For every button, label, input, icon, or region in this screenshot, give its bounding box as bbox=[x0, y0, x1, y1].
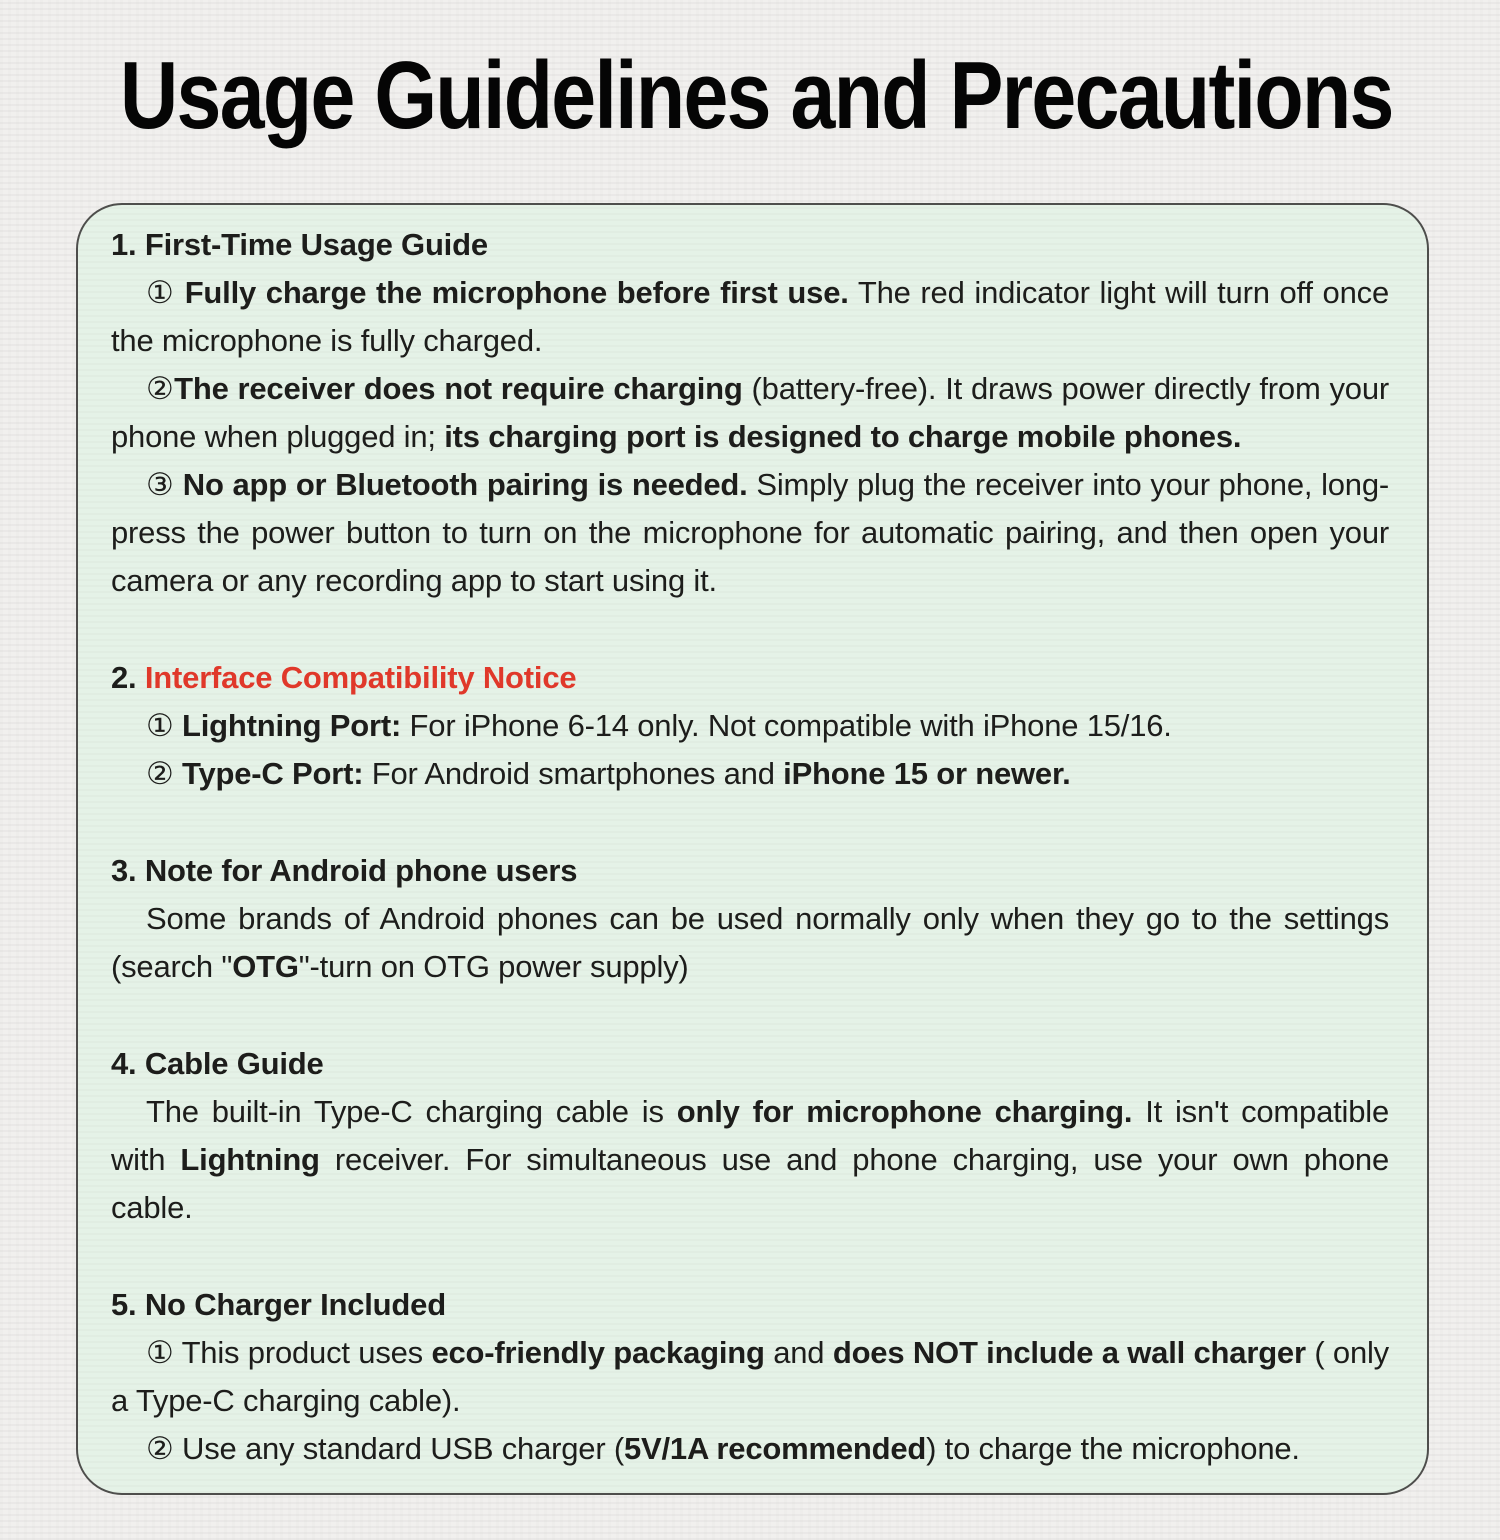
paragraph bbox=[111, 461, 1389, 605]
paragraph bbox=[111, 269, 1389, 365]
text-run: For iPhone 6-14 only. Not compatible with iPhone 15/16. bbox=[401, 708, 1172, 743]
text-run: Simply plug the receiver into your phone, long-press the power button to turn on the microphone for automatic pairing, and then open your camera or any recording app to start using it. bbox=[111, 467, 1389, 598]
paragraph bbox=[111, 1329, 1389, 1425]
text-run: 5V/1A recommended bbox=[624, 1431, 927, 1466]
text-run: iPhone 15 or newer. bbox=[783, 756, 1071, 791]
text-run: ③ bbox=[146, 467, 183, 502]
text-run: Fully charge the microphone before first use. bbox=[184, 275, 849, 310]
text-run: ① bbox=[146, 275, 185, 310]
text-run: The built-in Type-C charging cable is bbox=[146, 1094, 677, 1129]
text-run: 3. Note for Android phone users bbox=[111, 853, 578, 888]
text-run: OTG bbox=[232, 949, 299, 984]
text-run: ) to charge the microphone. bbox=[926, 1431, 1300, 1466]
text-run: ② Use any standard USB charger ( bbox=[146, 1431, 624, 1466]
text-run: Lightning bbox=[180, 1142, 320, 1177]
text-run: its charging port is designed to charge mobile phones. bbox=[444, 419, 1242, 454]
text-run: (battery-free). It draws power directly from your phone when plugged in; bbox=[111, 371, 1389, 454]
section-heading bbox=[111, 1281, 1389, 1329]
text-run: Type-C Port: bbox=[182, 756, 364, 791]
text-run: Some brands of Android phones can be used normally only when they go to the settings (search " bbox=[111, 901, 1389, 984]
text-run: eco-friendly packaging bbox=[431, 1335, 765, 1370]
section-heading bbox=[111, 654, 1389, 702]
text-run: and bbox=[764, 1335, 833, 1370]
section bbox=[111, 654, 1389, 798]
text-run: The receiver does not require charging bbox=[174, 371, 743, 406]
text-run: ② bbox=[146, 371, 175, 406]
section-heading bbox=[111, 847, 1389, 895]
text-run: ① bbox=[146, 708, 183, 743]
text-run: Interface Compatibility Notice bbox=[144, 660, 577, 695]
paragraph bbox=[111, 1425, 1389, 1473]
text-run: 1. First-Time Usage Guide bbox=[111, 227, 488, 262]
guidelines-panel bbox=[76, 203, 1429, 1495]
text-run: 2. bbox=[111, 660, 145, 695]
text-run: The red indicator light will turn off once the microphone is fully charged. bbox=[111, 275, 1389, 358]
section bbox=[111, 1040, 1389, 1232]
text-run: It isn't compatible with bbox=[111, 1094, 1389, 1177]
text-run: only for microphone charging. bbox=[676, 1094, 1133, 1129]
text-run: Lightning Port: bbox=[182, 708, 402, 743]
paragraph bbox=[111, 895, 1389, 991]
section bbox=[111, 221, 1389, 605]
section bbox=[111, 847, 1389, 991]
text-run: does NOT include a wall charger bbox=[832, 1335, 1306, 1370]
text-run: 5. No Charger Included bbox=[111, 1287, 446, 1322]
section-heading bbox=[111, 221, 1389, 269]
text-run: ① This product uses bbox=[146, 1335, 432, 1370]
paragraph bbox=[111, 702, 1389, 750]
text-run: ( only a Type-C charging cable). bbox=[111, 1335, 1389, 1418]
text-run: No app or Bluetooth pairing is needed. bbox=[182, 467, 748, 502]
paragraph bbox=[111, 750, 1389, 798]
section-heading bbox=[111, 1040, 1389, 1088]
text-run: ② bbox=[146, 756, 183, 791]
text-run: receiver. For simultaneous use and phone charging, use your own phone cable. bbox=[111, 1142, 1389, 1225]
paragraph bbox=[111, 1088, 1389, 1232]
page-title: Usage Guidelines and Precautions bbox=[120, 42, 1393, 149]
section bbox=[111, 1281, 1389, 1473]
paragraph bbox=[111, 365, 1389, 461]
text-run: 4. Cable Guide bbox=[111, 1046, 324, 1081]
text-run: For Android smartphones and bbox=[363, 756, 784, 791]
text-run: "-turn on OTG power supply) bbox=[298, 949, 689, 984]
